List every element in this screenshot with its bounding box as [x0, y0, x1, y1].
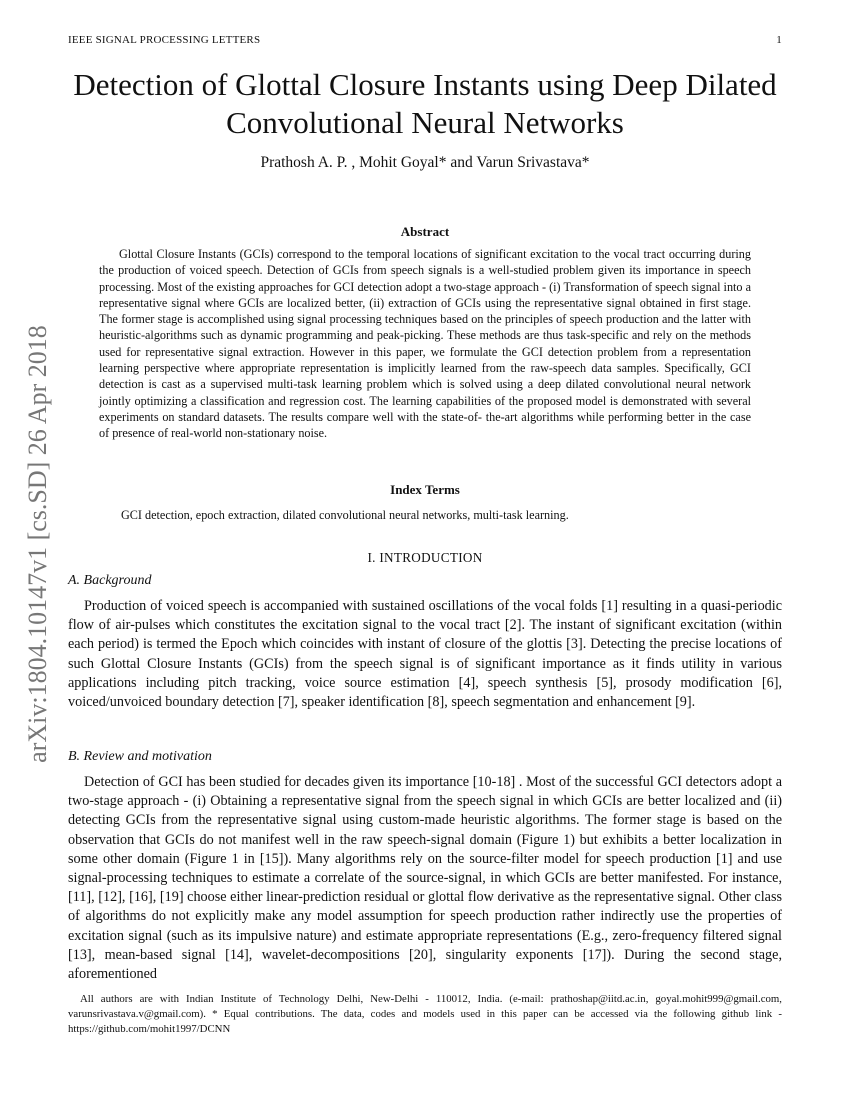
subsection-heading-review: B. Review and motivation — [68, 749, 212, 764]
index-terms-heading: Index Terms — [390, 482, 460, 497]
paper-title: Detection of Glottal Closure Instants using Deep Dilated Convolutional Neural Networks — [73, 67, 777, 140]
paragraph-review: Detection of GCI has been studied for decades given its importance [10-18] . Most of the successful GCI detectors adopt a two-stage approach - (i) Obtaining a representative signal from the speech signal in which GCIs are better localized and (ii) detecting GCIs from the representative signal using custom-made heuristic algorithms. The former stage is based on the observation that GCIs do not manifest well in the raw speech-signal domain (Figure 1) but exhibits a better localization in some other domain (Figure 1 in [15]). Many algorithms rely on the source-filter model for speech production [1] and use signal-processing techniques to estimate a correlate of the source-signal, in which GCIs are better manifested. For instance, [11], [12], [16], [19] choose either linear-prediction residual or glottal flow derivative as the representative signal. Other class of algorithms do not explicitly make any model assumption for speech production rather indirectly use the properties of excitation signal (such as its impulsive nature) and estimate appropriate representations (E.g., zero-frequency filtered signal [13], mean-based signal [14], wavelet-decompositions [20], singularity exponents [17]). During the second stage, aforementioned — [68, 774, 782, 983]
arxiv-watermark — [14, 296, 62, 792]
arxiv-id: arXiv:1804.10147v1 [cs.SD] 26 Apr 2018 — [23, 325, 53, 763]
journal-name: IEEE SIGNAL PROCESSING LETTERS — [68, 34, 261, 46]
running-header — [68, 34, 782, 46]
section-heading-introduction: I. INTRODUCTION — [367, 550, 483, 565]
index-terms-text: GCI detection, epoch extraction, dilated convolutional neural networks, multi-task learning. — [121, 508, 569, 522]
paragraph-background: Production of voiced speech is accompanied with sustained oscillations of the vocal folds [1] resulting in a quasi-periodic flow of air-pulses which constitutes the excitation signal to the vocal tract [2]. The instant of significant excitation (within each period) is termed the Epoch which coincides with instant of closure of the glottis [3]. Detecting the precise locations of such Glottal Closure Instants (GCIs) from the speech signal is of significant importance as it finds utility in various applications including pitch tracking, voice source estimation [4], speech synthesis [5], prosody modification [6], voiced/unvoiced boundary detection [7], speaker identification [8], speech segmentation and enhancement [9]. — [68, 598, 782, 711]
page-number: 1 — [776, 34, 782, 46]
abstract-heading: Abstract — [400, 224, 450, 239]
author-list: Prathosh A. P. , Mohit Goyal* and Varun Srivastava* — [260, 154, 590, 171]
author-footnote: All authors are with Indian Institute of Technology Delhi, New-Delhi - 110012, India. (e-mail: prathoshap@iitd.ac.in, goyal.mohit999@gmail.com, varunsrivastava.v@gmail.com). * Equal contributions. The data, codes and models used in this paper can be accessed via the following github link - https://github.com/mohit1997/DCNN — [68, 993, 782, 1035]
subsection-heading-background: A. Background — [68, 573, 152, 588]
abstract-text: Glottal Closure Instants (GCIs) correspond to the temporal locations of significant excitation to the vocal tract occurring during the production of voiced speech. Detection of GCIs from speech signals is a well-studied problem given its importance in speech processing. Most of the existing approaches for GCI detection adopt a two-stage approach - (i) Transformation of speech signal into a representative signal where GCIs are localized better, (ii) extraction of GCIs using the representative signal obtained in first stage. The former stage is accomplished using signal processing techniques based on the principles of speech production and the latter with heuristic-algorithms such as dynamic programming and peak-picking. These methods are thus task-specific and rely on the methods used for representative signal extraction. However in this paper, we formulate the GCI detection problem from a representation learning perspective where appropriate representation is implicitly learned from the raw-speech data samples. Specifically, GCI detection is cast as a supervised multi-task learning problem which is solved using a deep dilated convolutional neural network jointly optimizing a classification and regression cost. The learning capabilities of the proposed model is demonstrated with several experiments on standard datasets. The results compare well with the state-of- the-art algorithms while performing better in the case of presence of real-world non-stationary noise. — [99, 247, 751, 441]
